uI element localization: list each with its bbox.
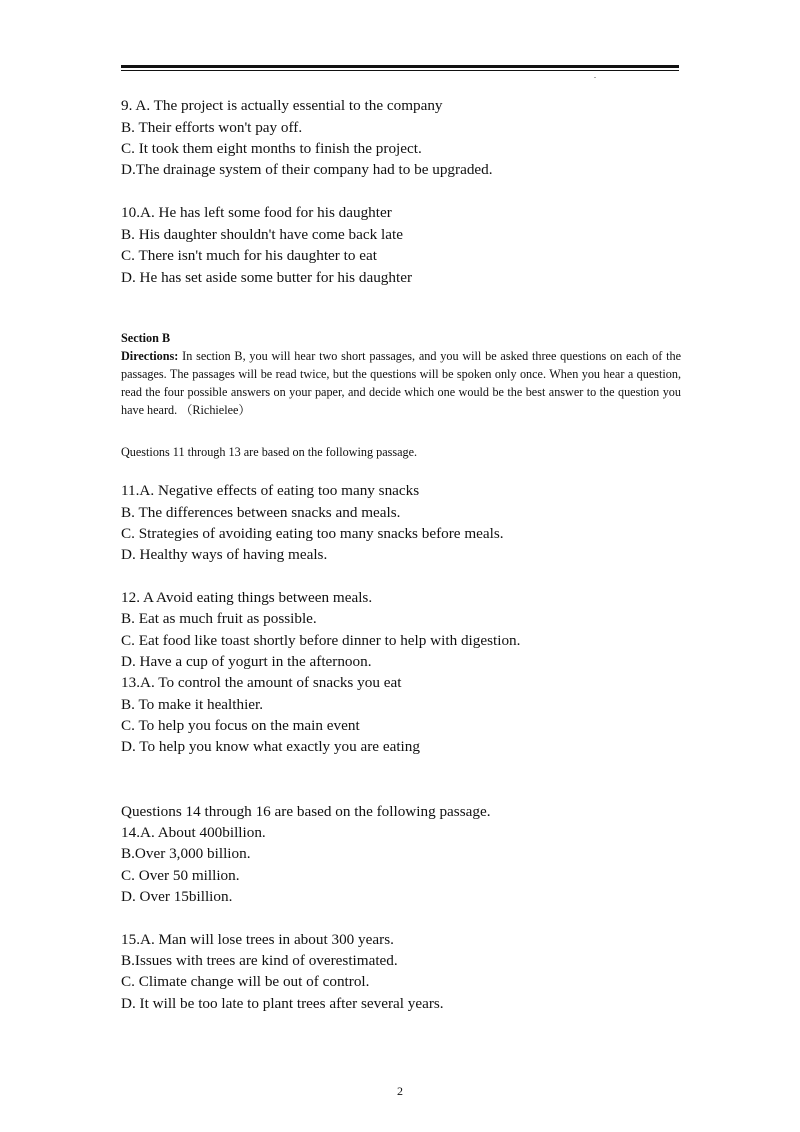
q11-option-d: D. Healthy ways of having meals. <box>121 546 328 563</box>
header-mark: . <box>594 71 596 80</box>
section-b-directions <box>121 347 681 419</box>
q10-option-a: 10.A. He has left some food for his daughter <box>121 204 392 221</box>
q13-option-d: D. To help you know what exactly you are eating <box>121 738 420 755</box>
q14-option-c: C. Over 50 million. <box>121 867 240 884</box>
q9-option-a: 9. A. The project is actually essential to the company <box>121 97 443 114</box>
q12-option-b: B. Eat as much fruit as possible. <box>121 610 317 627</box>
q10-option-b: B. His daughter shouldn't have come back late <box>121 226 403 243</box>
q10-option-d: D. He has set aside some butter for his daughter <box>121 269 413 286</box>
q15-option-d: D. It will be too late to plant trees after several years. <box>121 995 444 1012</box>
q11-option-b: B. The differences between snacks and meals. <box>121 504 401 521</box>
section-b-title: Section B <box>121 331 171 345</box>
q13-option-a: 13.A. To control the amount of snacks you eat <box>121 674 402 691</box>
passage1-intro: Questions 11 through 13 are based on the following passage. <box>121 445 418 459</box>
q11-option-c: C. Strategies of avoiding eating too many snacks before meals. <box>121 525 504 542</box>
q12-option-a: 12. A Avoid eating things between meals. <box>121 589 373 606</box>
q14-option-b: B.Over 3,000 billion. <box>121 845 251 862</box>
q13-option-b: B. To make it healthier. <box>121 696 264 713</box>
directions-text: In section B, you will hear two short passages, and you will be asked three questions on each of the passages. The passages will be read twice, but the questions will be spoken only once. When you hear a question, read the four possible answers on your paper, and decide which one would be the best answer to the question you have heard. （Richielee） <box>121 349 681 417</box>
q15-option-a: 15.A. Man will lose trees in about 300 years. <box>121 931 394 948</box>
q9-option-c: C. It took them eight months to finish the project. <box>121 140 422 157</box>
q9-option-b: B. Their efforts won't pay off. <box>121 119 303 136</box>
q12-option-c: C. Eat food like toast shortly before dinner to help with digestion. <box>121 632 521 649</box>
q15-option-b: B.Issues with trees are kind of overestimated. <box>121 952 398 969</box>
q13-option-c: C. To help you focus on the main event <box>121 717 360 734</box>
page-number: 2 <box>397 1084 403 1098</box>
header-rule-thick <box>121 65 679 68</box>
q10-option-c: C. There isn't much for his daughter to eat <box>121 247 377 264</box>
q11-option-a: 11.A. Negative effects of eating too many snacks <box>121 482 420 499</box>
q12-option-d: D. Have a cup of yogurt in the afternoon. <box>121 653 372 670</box>
q9-option-d: D.The drainage system of their company had to be upgraded. <box>121 161 493 178</box>
passage2-intro: Questions 14 through 16 are based on the following passage. <box>121 803 491 820</box>
q15-option-c: C. Climate change will be out of control. <box>121 973 370 990</box>
q14-option-d: D. Over 15billion. <box>121 888 233 905</box>
q14-option-a: 14.A. About 400billion. <box>121 824 266 841</box>
directions-label: Directions: <box>121 349 179 363</box>
